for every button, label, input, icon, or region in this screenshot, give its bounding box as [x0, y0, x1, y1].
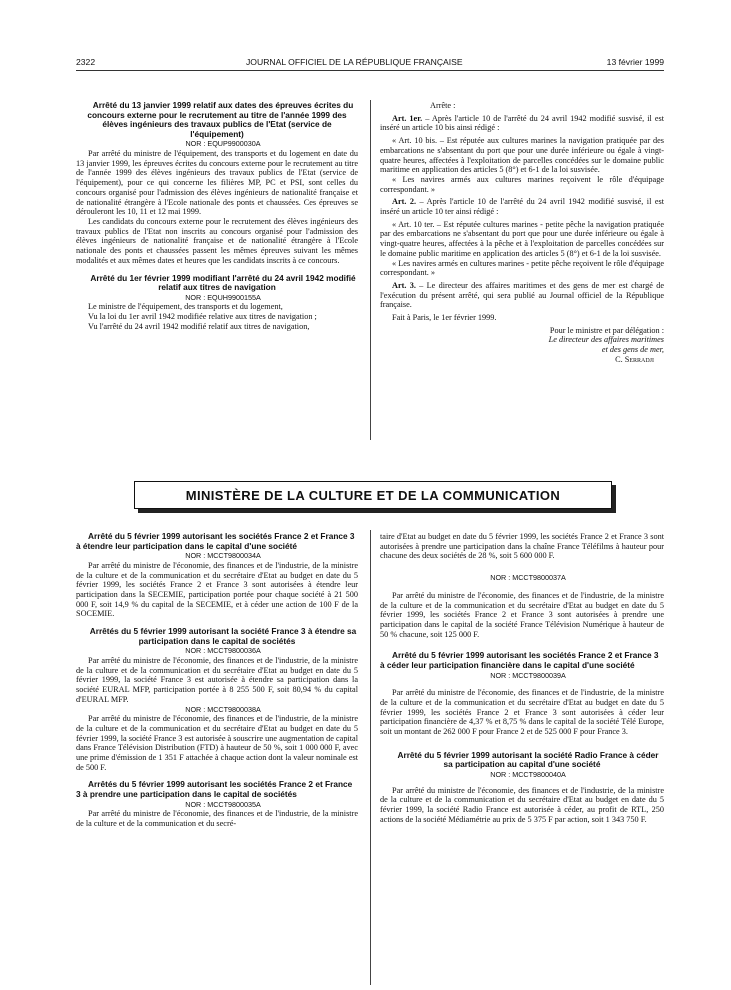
paragraph: Par arrêté du ministre de l'économie, des finances et de l'industrie, de la ministre de la culture et de la communication et du secré- — [76, 809, 358, 829]
article-10bis-text: « Art. 10 bis. – Est réputée aux cultures marines la navigation pratiquée par des embarcations ne s'absentant du port que pour une durée inférieure ou égale à vingt-quatre heures, affectées à l'exploitation de parcelles concédées sur le domaine public maritime en application des articles 5 (8°) et 6-1 de la loi susvisée. — [380, 136, 664, 175]
nor-reference: NOR : MCCT9800039A — [490, 670, 566, 680]
nor-reference: NOR : MCCT9800035A — [185, 799, 261, 809]
nor-reference: NOR : EQUP9900030A — [185, 139, 261, 149]
ministry-heading: MINISTÈRE DE LA CULTURE ET DE LA COMMUNICATION — [134, 481, 612, 509]
nor-reference: NOR : MCCT9800040A — [490, 769, 566, 779]
nor-reference: NOR : MCCT9800036A — [185, 646, 261, 656]
article-10ter-role: « Les navires armés en cultures marines - petite pêche reçoivent le rôle d'équipage correspondant. » — [380, 258, 664, 278]
article-2-text: – Après l'article 10 de l'arrêté du 24 avril 1942 modifié susvisé, il est inséré un article 10 ter ainsi rédigé : — [380, 197, 664, 217]
paragraph: Par arrêté du ministre de l'économie, des finances et de l'industrie, de la ministre de la culture et de la communication et du secrétaire d'Etat au budget en date du 5 février 1999, les sociétés France 2 et France 3 sont autorisées à étendre leur participation dans la SECEMIE, participation portée pour chaque société à 21 500 000 F, soit 14,9 % du capital de la SECEMIE, et à céder une action de 100 F de la SOCEMIE. — [76, 560, 358, 619]
signature-title: et des gens de mer, — [601, 345, 664, 355]
article-title: Arrêté du 1er février 1999 modifiant l'arrêté du 24 avril 1942 modifié relatif aux titres de navigation — [90, 272, 356, 293]
paragraph: Par arrêté du ministre de l'économie, des finances et de l'industrie, de la ministre de la culture et de la communication et du secrétaire d'Etat au budget en date du 5 février 1999, les sociétés France 2 et France 3 sont autorisées à prendre une participation dans le capital de la société France Télévision Numérique à hauteur de 50 % chacune, soit 125 000 F. — [380, 590, 664, 639]
paragraph: Les candidats du concours externe pour le recrutement des élèves ingénieurs des travaux publics de l'Etat non inscrits au concours organisé pour l'admission des élèves ingénieurs de nationalité française et de nationalité étrangère à l'Ecole nationale des ponts et chaussées passent les mêmes épreuves suivant les mêmes modalités et aux mêmes dates et heures que les candidats inscrits à ce concours. — [76, 217, 358, 265]
nor-reference: NOR : MCCT9800034A — [185, 551, 261, 561]
article-3-head: Art. 3. — [392, 280, 416, 290]
paragraph: Vu la loi du 1er avril 1942 modifiée relative aux titres de navigation ; — [88, 312, 317, 322]
page-header — [76, 57, 664, 71]
article-10ter-text: « Art. 10 ter. – Est réputée cultures marines - petite pêche la navigation pratiquée par des embarcations ne s'absentant du port que pour une durée inférieure ou égale à vingt-quatre heures, affectées à la pêche et à l'exploitation de parcelles concédées sur le domaine public maritime en application des articles 5 (8°) et 6-1 de la loi susvisée. — [380, 219, 664, 258]
nor-reference: NOR : EQUH9900155A — [185, 292, 261, 302]
column-divider-upper — [370, 100, 371, 440]
lower-right-column — [380, 532, 664, 824]
paragraph: Par arrêté du ministre de l'équipement, des transports et du logement en date du 13 janvier 1999, les épreuves écrites du concours externe pour le recrutement au titre de l'année 1999 des élèves ingénieurs des travaux publics de l'Etat (service de l'équipement), pour ce qui concerne les filières MP, PC et PSI, sont celles du concours organisé pour l'admission des élèves ingénieurs de nationalité française et de nationalité étrangère à l'Ecole nationale des ponts et chaussées. Ces épreuves se dérouleront les 10, 11 et 12 mai 1999. — [76, 149, 358, 217]
article-title: Arrêté du 5 février 1999 autorisant les sociétés France 2 et France 3 à étendre leur participation dans le capital d'une société — [76, 531, 355, 551]
nor-reference: NOR : MCCT9800038A — [185, 704, 261, 714]
article-title: Arrêtés du 5 février 1999 autorisant les sociétés France 2 et France 3 à prendre une participation dans le capital de sociétés — [76, 779, 353, 800]
article-1-head: Art. 1er. — [392, 113, 423, 123]
journal-title: JOURNAL OFFICIEL DE LA RÉPUBLIQUE FRANÇAISE — [246, 57, 463, 67]
article-10bis-role: « Les navires armés aux cultures marines reçoivent le rôle d'équipage correspondant. » — [380, 174, 664, 194]
signing-place-date: Fait à Paris, le 1er février 1999. — [392, 313, 497, 323]
page-number: 2322 — [76, 57, 96, 67]
article-title: Arrêté du 5 février 1999 autorisant la société Radio France à céder sa participation au capital d'une société — [397, 749, 659, 770]
paragraph: Vu l'arrêté du 24 avril 1942 modifié relatif aux titres de navigation, — [88, 321, 310, 331]
paragraph: Par arrêté du ministre de l'économie, des finances et de l'industrie, de la ministre de la culture et de la communication et du secrétaire d'Etat au budget en date du 5 février 1999, la société Radio France est autorisée à céder, au profit de RTL, 250 actions de la société Médiamétrie au prix de 5 375 F par action, soit 1 343 750 F. — [380, 785, 664, 824]
article-2-head: Art. 2. — [392, 197, 417, 207]
column-divider-lower — [370, 530, 371, 985]
article-title: Arrêté du 5 février 1999 autorisant les sociétés France 2 et France 3 à céder leur participation financière dans le capital d'une société — [380, 650, 659, 670]
article-3-text: – Le directeur des affaires maritimes et des gens de mer est chargé de l'exécution du présent arrêté, qui sera publié au Journal officiel de la République française. — [380, 280, 664, 310]
signatory-name: C. Serradji — [615, 354, 654, 364]
header-rule — [76, 70, 664, 71]
arrete-label: Arrête : — [430, 101, 456, 110]
lower-left-column — [76, 532, 358, 829]
article-1-text: – Après l'article 10 de l'arrêté du 24 avril 1942 modifié susvisé, il est inséré un article 10 bis ainsi rédigé : — [380, 113, 664, 133]
signature-title: Le directeur des affaires maritimes — [548, 335, 664, 345]
paragraph: Par arrêté du ministre de l'économie, des finances et de l'industrie, de la ministre de la culture et de la communication et du secrétaire d'Etat au budget en date du 5 février 1999, les sociétés France 2 et France 3 sont autorisées à céder leur participation financière de 4,37 % et 8,75 % dans le capital de la société Télé Europe, soit un montant de 262 000 F pour France 2 et de 525 000 F pour France 3. — [380, 688, 664, 737]
signature-line: Pour le ministre et par délégation : — [549, 325, 664, 335]
paragraph: Par arrêté du ministre de l'économie, des finances et de l'industrie, de la ministre de la culture et de la communication et du secrétaire d'Etat au budget en date du 5 février 1999, la société France 3 est autorisée à souscrire une augmentation de capital dans France Télévision Distribution (FTD) à hauteur de 50 %, soit 1 000 000 F, avec une prime d'émission de 1 351 F attachée à chaque action dont la valeur nominale est de 500 F. — [76, 714, 358, 772]
paragraph-continued: taire d'Etat au budget en date du 5 février 1999, les sociétés France 2 et France 3 sont autorisées à prendre une participation dans la chaîne France Téléfilms à hauteur pour chacune des deux sociétés de 28 %, soit 5 600 000 F. — [380, 532, 664, 561]
article-title: Arrêtés du 5 février 1999 autorisant la société France 3 à étendre sa participation dans le capital de sociétés — [89, 626, 357, 646]
upper-right-column — [380, 101, 664, 365]
paragraph: Le ministre de l'équipement, des transports et du logement, — [88, 302, 283, 312]
upper-left-column — [76, 101, 358, 332]
article-title: Arrêté du 13 janvier 1999 relatif aux dates des épreuves écrites du concours externe pour le recrutement au titre de l'année 1999 des élèves ingénieurs des travaux publics de l'Etat (service de l'équipement) — [87, 100, 354, 139]
issue-date: 13 février 1999 — [606, 57, 664, 67]
paragraph: Par arrêté du ministre de l'économie, des finances et de l'industrie, de la ministre de la culture et de la communication et du secrétaire d'Etat au budget en date du 5 février 1999, la société France 3 est autorisée à étendre sa participation dans la société EURAL MFP, participation portée à 8 255 500 F, soit 80,94 % du capital d'EURAL MFP. — [76, 656, 358, 704]
nor-reference: NOR : MCCT9800037A — [490, 573, 566, 583]
